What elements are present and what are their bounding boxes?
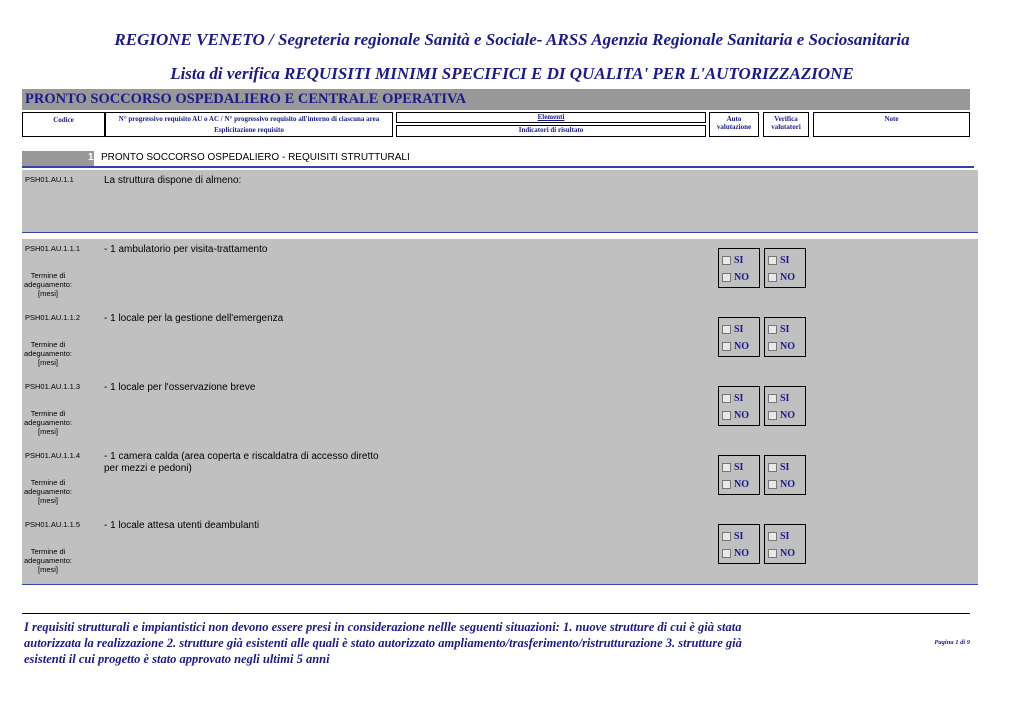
col-progressivo: N° progressivo requisito AU o AC / N° progressivo requisito all'interno di ciascuna area: [118, 115, 380, 123]
auto-valutazione-checkboxes: [718, 317, 760, 357]
term-label: Termine di adeguamento: [mesi]: [24, 547, 72, 574]
auto-valutazione-checkboxes: [718, 386, 760, 426]
page-number: Pagina 1 di 9: [934, 639, 970, 646]
verifica-checkboxes: [764, 248, 806, 288]
checkbox-icon[interactable]: [768, 342, 777, 351]
yes-option[interactable]: SI: [722, 460, 743, 474]
yes-option[interactable]: SI: [722, 322, 743, 336]
category-bar: [22, 151, 94, 166]
yes-option[interactable]: SI: [768, 391, 789, 405]
checkbox-icon[interactable]: [722, 463, 731, 472]
requirement-text: La struttura dispone di almeno:: [104, 175, 242, 186]
checkbox-icon[interactable]: [722, 532, 731, 541]
requirement-text: - 1 locale per l'osservazione breve: [104, 382, 256, 393]
checkbox-icon[interactable]: [722, 394, 731, 403]
col-indicatori: Indicatori di risultato: [396, 125, 706, 137]
no-option[interactable]: NO: [722, 270, 749, 284]
col-verifica: Verifica valutatori: [763, 112, 809, 137]
table-row: [22, 308, 978, 378]
no-option[interactable]: NO: [768, 408, 795, 422]
col-requisito: [105, 112, 393, 137]
divider: [22, 166, 974, 168]
col-auto: Auto valutazione: [709, 112, 759, 137]
checkbox-icon[interactable]: [768, 394, 777, 403]
no-option[interactable]: NO: [768, 546, 795, 560]
no-option[interactable]: NO: [768, 270, 795, 284]
requirement-text: - 1 ambulatorio per visita-trattamento: [104, 244, 268, 255]
term-label: Termine di adeguamento: [mesi]: [24, 271, 72, 298]
col-note: Note: [813, 112, 970, 137]
checkbox-icon[interactable]: [768, 411, 777, 420]
requirement-code: PSH01.AU.1.1.3: [25, 382, 81, 391]
requirement-text: - 1 locale per la gestione dell'emergenza: [104, 313, 284, 324]
col-elementi: Elementi: [396, 112, 706, 123]
requirement-text: - 1 camera calda (area coperta e riscaldatra di accesso diretto per mezzi e pedoni): [104, 451, 379, 474]
verifica-checkboxes: [764, 317, 806, 357]
requirement-code: PSH01.AU.1.1.4: [25, 451, 81, 460]
table-row: [22, 239, 978, 309]
verifica-checkboxes: [764, 524, 806, 564]
requirement-code: PSH01.AU.1.1.5: [25, 520, 81, 529]
auto-valutazione-checkboxes: [718, 455, 760, 495]
no-option[interactable]: NO: [768, 477, 795, 491]
checkbox-icon[interactable]: [768, 273, 777, 282]
checkbox-icon[interactable]: [768, 532, 777, 541]
yes-option[interactable]: SI: [722, 529, 743, 543]
requirement-code: PSH01.AU.1.1.1: [25, 244, 81, 253]
requirement-text: - 1 locale attesa utenti deambulanti: [104, 520, 260, 531]
document-title: REGIONE VENETO / Segreteria regionale Sanità e Sociale- ARSS Agenzia Regionale Sanitaria e Sociosanitaria: [114, 30, 910, 49]
no-option[interactable]: NO: [722, 339, 749, 353]
requirement-code: PSH01.AU.1.1.2: [25, 313, 81, 322]
checkbox-icon[interactable]: [722, 480, 731, 489]
checkbox-icon[interactable]: [768, 325, 777, 334]
checkbox-icon[interactable]: [768, 256, 777, 265]
checkbox-icon[interactable]: [768, 463, 777, 472]
yes-option[interactable]: SI: [768, 460, 789, 474]
document-subtitle: Lista di verifica REQUISITI MINIMI SPECIFICI E DI QUALITA' PER L'AUTORIZZAZIONE: [170, 64, 854, 83]
verifica-checkboxes: [764, 455, 806, 495]
footer-divider: [22, 613, 970, 614]
table-row: [22, 377, 978, 447]
table-row: [22, 446, 978, 516]
term-label: Termine di adeguamento: [mesi]: [24, 340, 72, 367]
requirement-code: PSH01.AU.1.1: [25, 175, 74, 184]
yes-option[interactable]: SI: [722, 391, 743, 405]
term-label: Termine di adeguamento: [mesi]: [24, 478, 72, 505]
section-title: PRONTO SOCCORSO OSPEDALIERO E CENTRALE OPERATIVA: [22, 89, 970, 110]
checkbox-icon[interactable]: [722, 342, 731, 351]
checkbox-icon[interactable]: [722, 411, 731, 420]
auto-valutazione-checkboxes: [718, 248, 760, 288]
yes-option[interactable]: SI: [768, 253, 789, 267]
yes-option[interactable]: SI: [722, 253, 743, 267]
yes-option[interactable]: SI: [768, 322, 789, 336]
footer-note: I requisiti strutturali e impiantistici non devono essere presi in considerazione nellle seguenti situazioni: 1. nuove strutture di cui è già stata autorizzata la realizzazione 2. strutture già esistenti alle quali è stato autorizzato ampliamento/trasferimento/ristrutturazione 3. strutture già esistenti il cui progetto è stato approvato negli ultimi 5 anni: [24, 620, 742, 666]
checkbox-icon[interactable]: [722, 549, 731, 558]
table-row: [22, 515, 978, 585]
col-esplicitazione: Esplicitazione requisito: [214, 126, 284, 134]
checkbox-icon[interactable]: [768, 549, 777, 558]
auto-valutazione-checkboxes: [718, 524, 760, 564]
table-row-intro: [22, 170, 978, 233]
no-option[interactable]: NO: [722, 546, 749, 560]
checkbox-icon[interactable]: [722, 256, 731, 265]
no-option[interactable]: NO: [722, 408, 749, 422]
checkbox-icon[interactable]: [722, 325, 731, 334]
verifica-checkboxes: [764, 386, 806, 426]
no-option[interactable]: NO: [722, 477, 749, 491]
yes-option[interactable]: SI: [768, 529, 789, 543]
category-number: 1: [88, 152, 94, 163]
checkbox-icon[interactable]: [722, 273, 731, 282]
col-codice: Codice: [22, 112, 105, 137]
checkbox-icon[interactable]: [768, 480, 777, 489]
category-label: PRONTO SOCCORSO OSPEDALIERO - REQUISITI STRUTTURALI: [101, 152, 410, 163]
term-label: Termine di adeguamento: [mesi]: [24, 409, 72, 436]
no-option[interactable]: NO: [768, 339, 795, 353]
